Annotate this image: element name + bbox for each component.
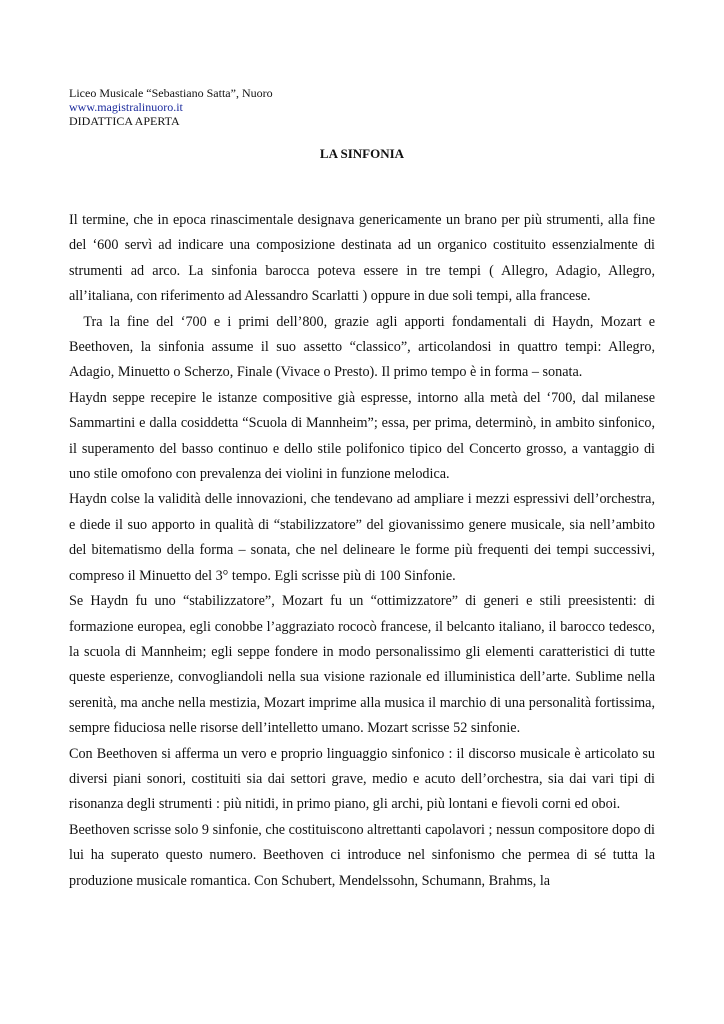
paragraph: Haydn colse la validità delle innovazioni, che tendevano ad ampliare i mezzi espressivi dell’orchestra, e diede il suo apporto in qualità di “stabilizzatore” del giovanissimo genere musicale, sia nell’ambito del bitematismo della forma – sonata, che nel delineare le forme più frequenti dei tempi successivi, compreso il Minuetto del 3° tempo. Egli scrisse più di 100 Sinfonie. xyxy=(69,491,655,584)
document-body xyxy=(69,208,659,894)
school-name: Liceo Musicale “Sebastiano Satta”, Nuoro xyxy=(69,86,273,100)
paragraph: Se Haydn fu uno “stabilizzatore”, Mozart fu un “ottimizzatore” di generi e stili preesistenti: di formazione europea, egli conobbe l’aggraziato rococò francese, il belcanto italiano, il barocco tedesco, la scuola di Mannheim; egli seppe fondere in modo personalissimo gli elementi caratteristici di tutte queste esperienze, convogliandoli nella sua visione razionale ed illuministica dell’arte. Sublime nella serenità, ma anche nella mestizia, Mozart imprime alla musica il marchio di una personalità fortissima, sempre fiduciosa nelle risorse dell’intelletto umano. Mozart scrisse 52 sinfonie. xyxy=(69,593,655,737)
paragraph: Beethoven scrisse solo 9 sinfonie, che costituiscono altrettanti capolavori ; nessun compositore dopo di lui ha superato questo numero. Beethoven ci introduce nel sinfonismo che permea di sé tutta la produzione musicale romantica. Con Schubert, Mendelssohn, Schumann, Brahms, la xyxy=(69,821,655,889)
website-link[interactable]: www.magistralinuoro.it xyxy=(69,100,183,114)
paragraph: Con Beethoven si afferma un vero e proprio linguaggio sinfonico : il discorso musicale è articolato su diversi piani sonori, costituiti sia dai settori grave, medio e acuto dell’orchestra, sia dai vari tipi di risonanza degli strumenti : più nitidi, in primo piano, gli archi, più lontani e fievoli corni ed oboi. xyxy=(69,745,655,813)
paragraph: Haydn seppe recepire le istanze compositive già espresse, intorno alla metà del ‘700, dal milanese Sammartini e dalla cosiddetta “Scuola di Mannheim”; essa, per prima, determinò, in ambito sinfonico, il superamento del basso continuo e dello stile polifonico tipico del Concerto grosso, a vantaggio di uno stile omofono con prevalenza dei violini in funzione melodica. xyxy=(69,389,655,483)
paragraph: Tra la fine del ‘700 e i primi dell’800, grazie agli apporti fondamentali di Haydn, Mozart e Beethoven, la sinfonia assume il suo assetto “classico”, articolandosi in quattro tempi: Allegro, Adagio, Minuetto o Scherzo, Finale (Vivace o Presto). Il primo tempo è in forma – sonata. xyxy=(69,313,659,381)
paragraph: Il termine, che in epoca rinascimentale designava genericamente un brano per più strumenti, alla fine del ‘600 servì ad indicare una composizione destinata ad un organico costituito essenzialmente di strumenti ad arco. La sinfonia barocca poteva essere in tre tempi ( Allegro, Adagio, Allegro, all’italiana, con riferimento ad Alessandro Scarlatti ) oppure in due soli tempi, alla francese. xyxy=(69,212,655,305)
section-label: DIDATTICA APERTA xyxy=(69,114,180,128)
document-header xyxy=(69,86,273,128)
document-title: LA SINFONIA xyxy=(319,146,405,161)
